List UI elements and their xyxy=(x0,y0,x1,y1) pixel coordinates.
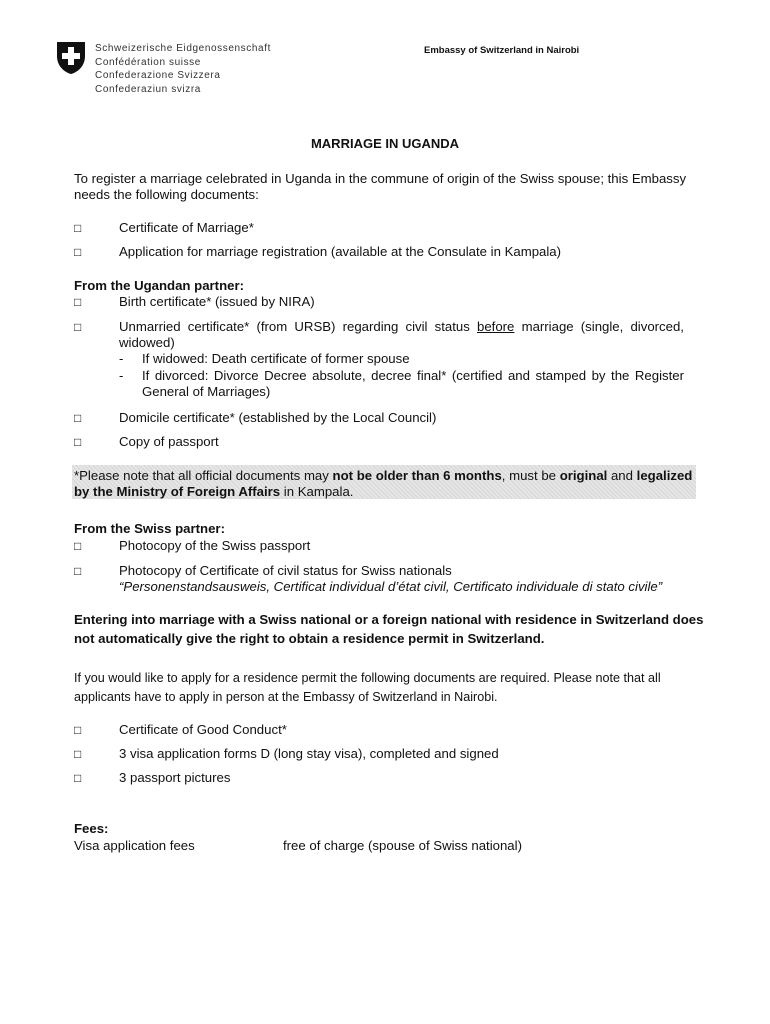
doc-civil-status-names: “Personenstandsausweis, Certificat individual d’état civil, Certificato individuale di stato civile” xyxy=(119,579,663,594)
sub-divorced-1: If divorced: Divorce Decree absolute, decree final* (certified and stamped by the Register xyxy=(142,368,684,383)
confederation-names xyxy=(95,42,271,96)
checkbox-icon: □ xyxy=(74,539,82,553)
doc-visa-forms: 3 visa application forms D (long stay visa), completed and signed xyxy=(119,746,499,761)
confederation-it: Confederazione Svizzera xyxy=(95,70,221,81)
sub-widowed: If widowed: Death certificate of former spouse xyxy=(142,351,410,366)
intro-line-1: To register a marriage celebrated in Uganda in the commune of origin of the Swiss spouse; this Embassy xyxy=(74,171,687,186)
checkbox-icon: □ xyxy=(74,723,82,737)
residence-intro-2: applicants have to apply in person at the Embassy of Switzerland in Nairobi. xyxy=(74,690,498,704)
fees-value: free of charge (spouse of Swiss national) xyxy=(283,838,522,853)
checkbox-icon: □ xyxy=(74,771,82,785)
note-line-2 xyxy=(74,483,353,500)
note-b4: by the Ministry of Foreign Affairs xyxy=(74,484,281,499)
fees-label: Visa application fees xyxy=(74,838,195,853)
unmarried-text-c: widowed) xyxy=(119,335,175,350)
dash: - xyxy=(119,351,124,366)
doc-passport-pictures: 3 passport pictures xyxy=(119,770,231,785)
doc-swiss-passport: Photocopy of the Swiss passport xyxy=(119,538,311,553)
page-title: MARRIAGE IN UGANDA xyxy=(310,136,460,151)
checkbox-icon: □ xyxy=(74,747,82,761)
residence-intro-1: If you would like to apply for a residence permit the following documents are required. Please note that all xyxy=(74,671,661,685)
note-b2: original xyxy=(559,468,608,483)
warning-line-2: not automatically give the right to obtain a residence permit in Switzerland. xyxy=(74,631,545,646)
checkbox-icon: □ xyxy=(74,411,82,425)
unmarried-text-b: marriage (single, divorced, xyxy=(521,319,684,334)
note-b1: not be older than 6 months xyxy=(332,468,502,483)
doc-domicile-certificate: Domicile certificate* (established by the Local Council) xyxy=(119,410,437,425)
doc-unmarried-certificate xyxy=(119,318,684,335)
doc-birth-certificate: Birth certificate* (issued by NIRA) xyxy=(119,294,315,309)
checkbox-icon: □ xyxy=(74,320,82,334)
doc-civil-status: Photocopy of Certificate of civil status for Swiss nationals xyxy=(119,563,452,578)
doc-certificate-of-marriage: Certificate of Marriage* xyxy=(119,220,254,235)
note-b3: legalized xyxy=(636,468,693,483)
warning-line-1: Entering into marriage with a Swiss national or a foreign national with residence in Switzerland does xyxy=(74,612,704,627)
note-line-1 xyxy=(74,467,692,484)
note-p2: , must be xyxy=(501,468,560,483)
ugandan-heading: From the Ugandan partner: xyxy=(74,278,244,293)
confederation-de: Schweizerische Eidgenossenschaft xyxy=(95,43,271,54)
note-p1: *Please note that all official documents may xyxy=(74,468,333,483)
checkbox-icon: □ xyxy=(74,435,82,449)
note-p3: and xyxy=(607,468,637,483)
intro-line-2: needs the following documents: xyxy=(74,187,259,202)
dash: - xyxy=(119,368,124,383)
swiss-heading: From the Swiss partner: xyxy=(74,521,225,536)
checkbox-icon: □ xyxy=(74,245,82,259)
confederation-fr: Confédération suisse xyxy=(95,56,201,68)
swiss-coat-of-arms-icon xyxy=(56,41,86,75)
unmarried-before: before xyxy=(477,319,515,334)
doc-application-registration: Application for marriage registration (available at the Consulate in Kampala) xyxy=(119,244,562,259)
checkbox-icon: □ xyxy=(74,221,82,235)
unmarried-text-a: Unmarried certificate* (from URSB) regarding civil status xyxy=(119,319,470,334)
fees-heading: Fees: xyxy=(74,821,109,836)
doc-copy-of-passport: Copy of passport xyxy=(119,434,219,449)
doc-good-conduct: Certificate of Good Conduct* xyxy=(119,722,287,737)
note-p4: in Kampala. xyxy=(280,484,354,499)
embassy-name: Embassy of Switzerland in Nairobi xyxy=(424,45,580,56)
checkbox-icon: □ xyxy=(74,564,82,578)
checkbox-icon: □ xyxy=(74,295,82,309)
sub-divorced-2: General of Marriages) xyxy=(142,384,271,399)
confederation-rm: Confederaziun svizra xyxy=(95,83,201,95)
